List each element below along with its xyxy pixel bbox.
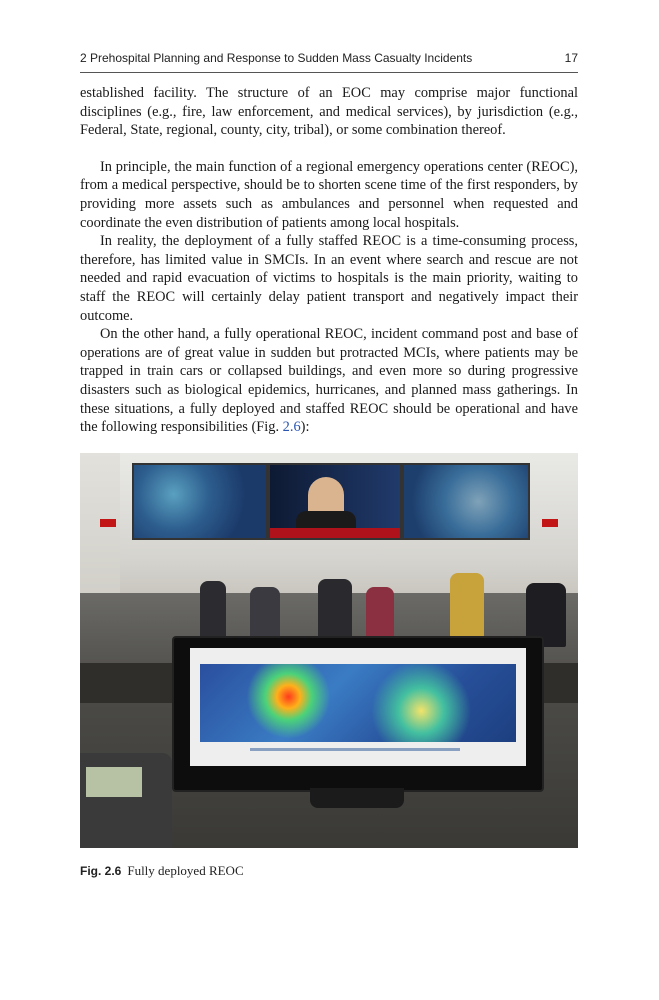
photo-clock-right [542, 519, 558, 527]
photo-side-panel [80, 453, 120, 613]
paragraph-3: In reality, the deployment of a fully staffed REOC is a time-consuming process, therefore, has limited value in SMCIs. In an event where search and rescue are not needed and rapid evacuation of victims to hospitals is the main priority, waiting to staff the REOC will certainly delay patient transport and negatively impact their outcome. [80, 233, 578, 324]
chapter-title: 2 Prehospital Planning and Response to Sudden Mass Casualty Incidents [80, 51, 473, 65]
paragraph-2: In principle, the main function of a regional emergency operations center (REOC), from a medical perspective, should be to shorten scene time of the first responders, by providing more assets such as ambulances and personnel when requested and coordinate the even distribution of patients among local hospitals. [80, 158, 578, 231]
photo-staff-member [200, 581, 226, 641]
photo-clock-left [100, 519, 116, 527]
reoc-photo [80, 453, 578, 848]
paragraph-4-text: On the other hand, a fully operational REOC, incident command post and base of operations are of great value in sudden but protracted MCIs, where patients may be trapped in train cars or collapsed buildings, and even more so during progressive disasters such as biological epidemics, hurricanes, and planned mass gatherings. In these situations, a fully deployed and staffed REOC should be operational and have the following responsibilities (Fig. [80, 326, 578, 436]
photo-news-ticker [270, 528, 400, 538]
header-rule [80, 72, 578, 73]
photo-foreground-monitor [172, 636, 544, 792]
photo-weather-screen-left [132, 463, 268, 540]
photo-staff-member [366, 587, 394, 637]
paragraph-4-end: ): [300, 419, 310, 436]
photo-monitor-screen [190, 648, 526, 766]
photo-weather-screen-right [402, 463, 530, 540]
photo-news-screen [268, 463, 402, 540]
photo-staff-member [250, 587, 280, 641]
figure-caption-text: Fully deployed REOC [127, 863, 244, 878]
photo-hurricane-map [200, 664, 516, 742]
body-text [80, 84, 578, 437]
photo-desk-phone [80, 753, 172, 848]
figure-reference-link[interactable]: 2.6 [282, 419, 301, 436]
photo-monitor-caption-bar [250, 748, 460, 751]
photo-staff-member [450, 573, 484, 637]
photo-monitor-stand [310, 788, 404, 808]
figure-label: Fig. 2.6 [80, 864, 122, 878]
photo-phone-display [86, 767, 142, 797]
page-number: 17 [564, 51, 578, 65]
figure-caption [80, 863, 578, 879]
paragraph-1: established facility. The structure of an EOC may comprise major functional disciplines (e.g., fire, law enforcement, and medical services), by jurisdiction (e.g., Federal, State, regional, county, city, tribal), or some combination thereof. [80, 85, 578, 139]
paragraph-4 [80, 325, 578, 437]
photo-staff-member [318, 579, 352, 641]
